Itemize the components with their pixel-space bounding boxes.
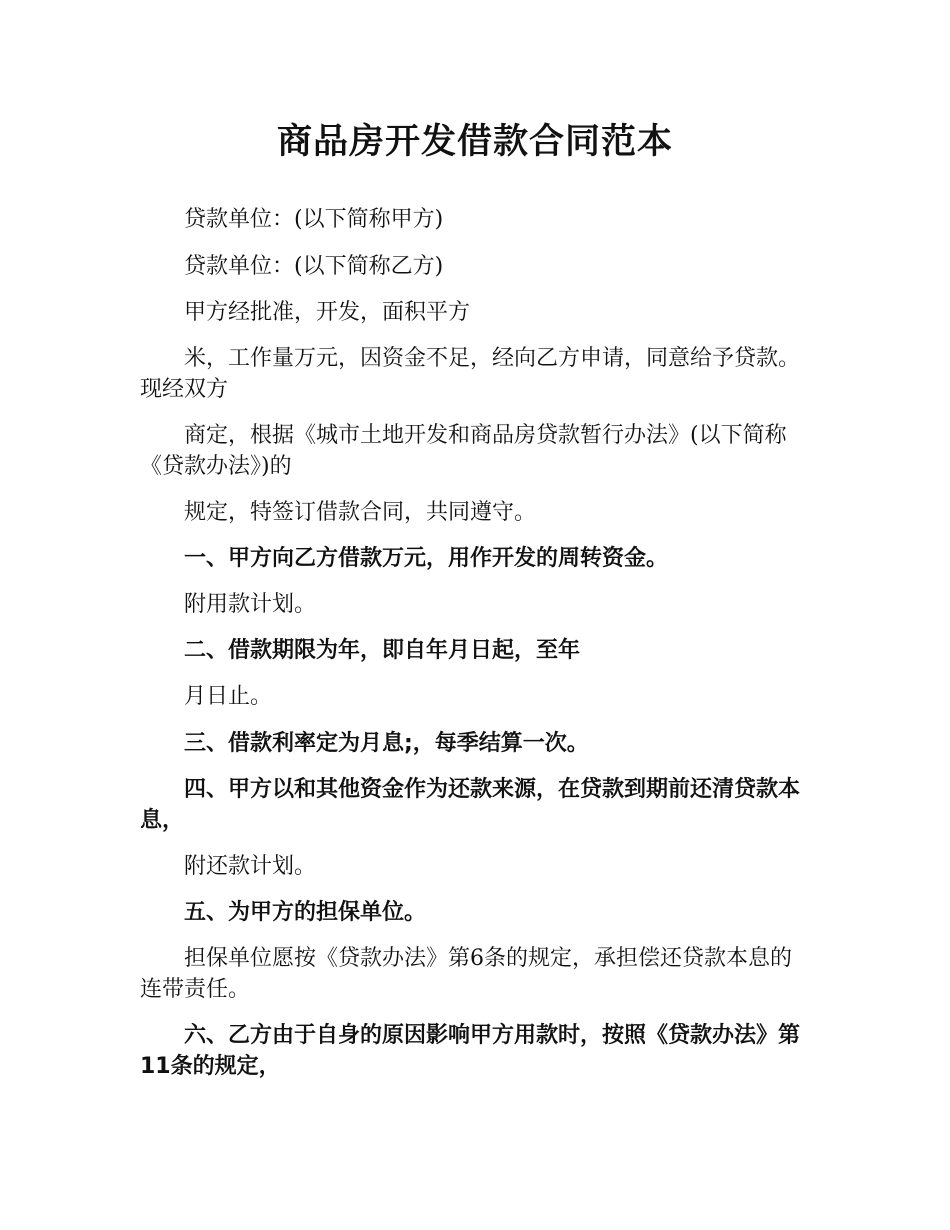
clause-2: 二、借款期限为年，即自年月日起，至年 [184, 638, 581, 663]
paragraph-borrower-unit: 贷款单位：(以下简称乙方) [184, 254, 444, 279]
clause-6: 六、乙方由于自身的原因影响甲方用款时，按照《贷款办法》第11条的规定， [140, 1023, 801, 1079]
paragraph-workload: 米，工作量万元，因资金不足，经向乙方申请，同意给予贷款。现经双方 [140, 346, 801, 402]
clause-4: 四、甲方以和其他资金作为还款来源，在贷款到期前还清贷款本息， [140, 777, 801, 833]
paragraph-approval: 甲方经批准，开发，面积平方 [184, 300, 471, 325]
clause-5: 五、为甲方的担保单位。 [184, 900, 427, 925]
paragraph-end-date: 月日止。 [184, 684, 273, 709]
paragraph-usage-plan: 附用款计划。 [184, 592, 317, 617]
paragraph-repayment-plan: 附还款计划。 [184, 854, 317, 879]
paragraph-basis: 商定，根据《城市土地开发和商品房贷款暂行办法》(以下简称《贷款办法》)的 [140, 423, 787, 479]
paragraph-lender-unit: 贷款单位：(以下简称甲方) [184, 207, 444, 232]
document-title: 商品房开发借款合同范本 [276, 122, 673, 162]
paragraph-signing: 规定，特签订借款合同，共同遵守。 [184, 500, 537, 525]
clause-3: 三、借款利率定为月息;，每季结算一次。 [184, 731, 589, 756]
clause-1: 一、甲方向乙方借款万元，用作开发的周转资金。 [184, 546, 669, 571]
paragraph-guarantor: 担保单位愿按《贷款办法》第6条的规定，承担偿还贷款本息的连带责任。 [140, 946, 792, 1002]
